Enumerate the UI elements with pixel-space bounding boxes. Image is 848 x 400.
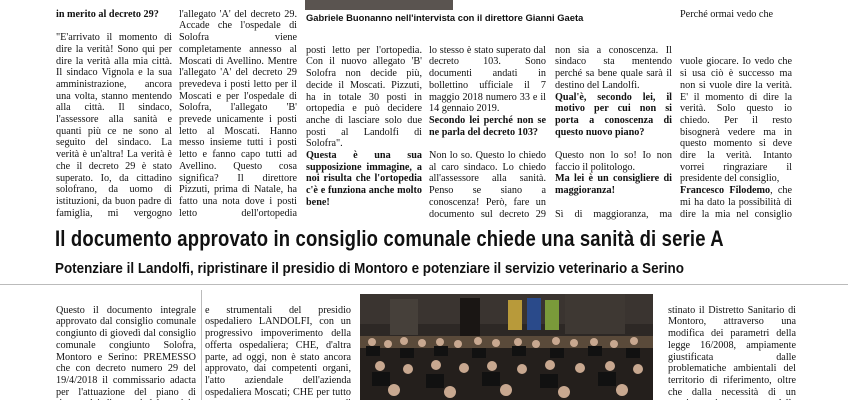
- article-column-2: [179, 0, 297, 220]
- article-column-4: [429, 33, 546, 220]
- answer-text: , che mi ha dato la possibilità di dire la mia nel consiglio: [680, 185, 792, 220]
- answer-text: vuole giocare. Io vedo che si usa ciò è successo ma non si vuole dire la verità. E' il momento di dire la verità. Solo questo io chiedo. Per il resto bisognerà vedere ma in questo momento si deve dire la verità. Intanto vorrei ringraziare il presidente del consiglio,: [680, 56, 792, 185]
- question-text: in merito al decreto 29?: [56, 8, 159, 20]
- question-text: Questa è una sua supposizione immagine, a noi risulta che l'ortopedia c'è e funziona anche molto bene!: [306, 150, 422, 208]
- section-divider: [0, 284, 848, 285]
- document-column-3: [668, 293, 796, 400]
- person-name: Francesco Filodemo: [680, 185, 771, 197]
- answer-text: Perché ormai vedo che: [680, 8, 774, 20]
- question-text: Qual'è, secondo lei, il motivo per cui non si porta a conoscenza di questo nuovo piano?: [555, 91, 672, 138]
- answer-text: Sì di maggioranza, ma: [555, 208, 672, 220]
- question-text: Ma lei è un consigliere di maggioranza!: [555, 173, 672, 197]
- document-column-1: [56, 293, 196, 400]
- interview-photo: [305, 0, 453, 10]
- document-column-2: [205, 293, 351, 400]
- document-text: Questo il documento integrale approvato dal consiglio comunale congiunto di giovedì dal consiglio comunale congiunto Solofra, Montoro e Serino: PREMESSO che con decreto numero 29 del 19/4/2018 il commissario adacta per l'attuazione del piano di: [56, 304, 196, 398]
- document-text: e strumentali del presidio ospedaliero LANDOLFI, con un progressivo impoverimento della offerta ospedaliera; CHE, d'altra parte, ad oggi, non è stato ancora approvato, dai competenti organi, l'atto aziendale dell'azienda ospedaliera Moscati; CHE per tutto: [205, 304, 351, 398]
- answer-text: l'allegato 'A' del decreto 29. Accade che l'ospedale di Solofra viene completamente annesso al Moscati di Avellino. Mentre l'allegato 'A' del decreto 29 prevedeva i posti letto per il Moscati e per l'ospedale di Solofra, l'allegato 'B' prevede unicamente i posti letto al Moscati. Hanno messo insieme tutti i posti letto e fanno capo tutti ad Avellino. Questo cosa significa? Il direttore Pizzuti, prima di Natale, ha fatto una nota dove i posti letto dell'ortopedia: [179, 8, 297, 219]
- article-column-3: [306, 33, 422, 220]
- article-subheadline: Potenziare il Landolfi, ripristinare il presidio di Montoro e potenziare il servizio veterinario a Serino: [55, 261, 684, 277]
- article-column-5: [555, 33, 672, 220]
- article-column-1: [56, 0, 172, 220]
- article-headline: Il documento approvato in consiglio comunale chiede una sanità di serie A: [55, 226, 724, 251]
- column-divider: [201, 290, 202, 400]
- document-text: stinato il Distretto Sanitario di Montoro, attraverso una modifica dei parametri della legge 16/2008, ampiamente giustificata dalle problematiche ambientali del territorio di riferimento, oltre che dalla necessità di un: [668, 304, 796, 398]
- answer-text: lo stesso è stato superato dal decreto 103. Sono documenti andati in bollettino ufficiale il 7 maggio 2018 numero 33 e il 14 gennaio 2019.: [429, 44, 546, 115]
- answer-text: non sia a conoscenza. Il sindaco sta mentendo perché sa bene quale sarà il destino del Landolfi.: [555, 44, 672, 91]
- answer-text: "E'arrivato il momento di dire la verità! Sono qui per dire la verità alla mia città. Il sindaco Vignola e la sua amministrazione, ancora una volta, stanno mentendo alla città. Il sindaco, l'assessore alla sanità e quanti più ce ne sono al seguito del sindaco. La verità è un'altra! La verità è che il decreto 29 è stato superato. Io, da cittadino solofrano, da uomo di istituzioni, da buon padre di famiglia, mi vergogno: [56, 32, 172, 219]
- answer-text: Questo non lo so! Io non faccio il politologo.: [555, 150, 672, 173]
- answer-text: Non lo so. Questo lo chiedo al caro sindaco. Lo chiedo all'assessore alla sanità. Penso se siano a conoscenza! Però, fare un documento sul decreto 29: [429, 150, 546, 220]
- photo-caption: Gabriele Buonanno nell'intervista con il direttore Gianni Gaeta: [306, 12, 584, 23]
- council-meeting-photo: [360, 294, 653, 400]
- answer-text: posti letto per l'ortopedia. Con il nuovo allegato 'B' Solofra non decide più, decide il Moscati. Pizzuti, ha in totale 30 posti in ortopedia e può decidere anche di lasciare solo due posti al Landolfi di Solofra".: [306, 44, 422, 150]
- article-column-6: [680, 0, 792, 220]
- question-text: Secondo lei perché non se ne parla del decreto 103?: [429, 114, 546, 138]
